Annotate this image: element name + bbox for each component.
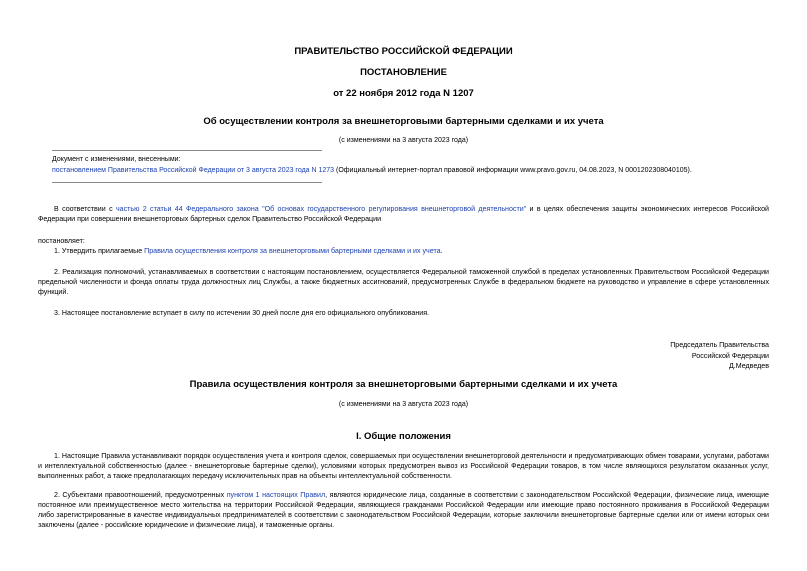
amend-note-label: Документ с изменениями, внесенными: [52,156,181,163]
rules-paragraph-2-end: , являются юридические лица, созданные в соответствии с законодательством Российской Федерации, физические лица, имеющие постоянное или преимущественное место жительства на территории Российской Федерации, являющиеся гражданами Российской Федерации или имеющие право постоянного проживания в Российской Федерации либо зарегистрированные в качестве индивидуальных предпринимателей в соответствии с законодательством Российской Федерации, которые заключили внешнеторговые бартерные сделки или от имени которых они заключены (далее - российские юридические и физические лица), и таможенные органы. [38,491,769,529]
item-1-end: . [440,247,443,255]
federal-law-link[interactable]: частью 2 статьи 44 Федерального закона "Об основах государственного регулирования внешнеторговой деятельности" [115,205,527,213]
amend-note-source [52,166,692,177]
rules-paragraph-2 [38,490,769,530]
document-date-number: от 22 ноября 2012 года N 1207 [333,88,474,99]
signature-name: Д.Медведев [728,362,769,370]
item-2: 2. Реализация полномочий, устанавливаемых в соответствии с настоящим постановлением, осуществляется Федеральной таможенной службой в пределах установленных Правительством Российской Федерации предельной численности и фонда оплаты труда должностных лиц Службы, а также бюджетных ассигнований, предусмотренных Службе в федеральном бюджете на руководство и управление в сфере установленных функций. [38,268,769,296]
item-1 [54,246,769,256]
signature-country: Российской Федерации [691,351,769,360]
preamble-paragraph [38,204,769,224]
government-heading: ПРАВИТЕЛЬСТВО РОССИЙСКОЙ ФЕДЕРАЦИИ [294,46,513,57]
rules-paragraph-1: 1. Настоящие Правила устанавливают порядок осуществления учета и контроля сделок, совершаемых при осуществлении внешнеторговой деятельности и предусматривающих обмен товарами, услугами, работами и интеллектуальной собственностью (далее - внешнеторговые бартерные сделки), условиями которых предусмотрен вывоз из Российской Федерации товаров, в том числе являющихся результатом оказанных услуг, выполненных работ, а также предполагающих передачу исключительных прав на объекты интеллектуальной собственности. [38,452,769,480]
amend-note-publication: (Официальный интернет-портал правовой информации www.pravo.gov.ru, 04.08.2023, N 0001202308040105). [334,167,692,174]
amend-decree-link[interactable]: постановлением Правительства Российской Федерации от 3 августа 2023 года N 1273 [52,167,335,174]
amend-note-bottom-rule [52,182,322,183]
rules-changes-note: (с изменениями на 3 августа 2023 года) [338,401,469,408]
amend-note-top-rule [52,150,322,151]
rules-paragraph-2-start: 2. Субъектами правоотношений, предусмотренных [54,491,227,499]
section-heading: I. Общие положения [356,431,451,442]
rules-point-1-link[interactable]: пунктом 1 настоящих Правил [226,491,326,499]
item-1-text: 1. Утвердить прилагаемые [54,247,145,255]
preamble-text-start: В соответствии с [54,205,116,213]
decrees-word: постановляет: [38,237,85,245]
preamble-text-end: и в целях обеспечения защиты экономических интересов Российской Федерации при совершении внешнеторговых бартерных сделок Правительство Российской Федерации [38,205,769,223]
rules-title: Правила осуществления контроля за внешнеторговыми бартерными сделками и их учета [189,379,618,390]
item-3: 3. Настоящее постановление вступает в силу по истечении 30 дней после дня его официального опубликования. [54,309,430,317]
rules-link[interactable]: Правила осуществления контроля за внешнеторговыми бартерными сделками и их учета [144,247,441,255]
changes-note: (с изменениями на 3 августа 2023 года) [338,137,469,144]
signature-block [670,340,769,372]
document-type: ПОСТАНОВЛЕНИЕ [360,67,447,78]
document-title: Об осуществлении контроля за внешнеторговыми бартерными сделками и их учета [203,116,604,127]
signature-position: Председатель Правительства [670,341,769,349]
